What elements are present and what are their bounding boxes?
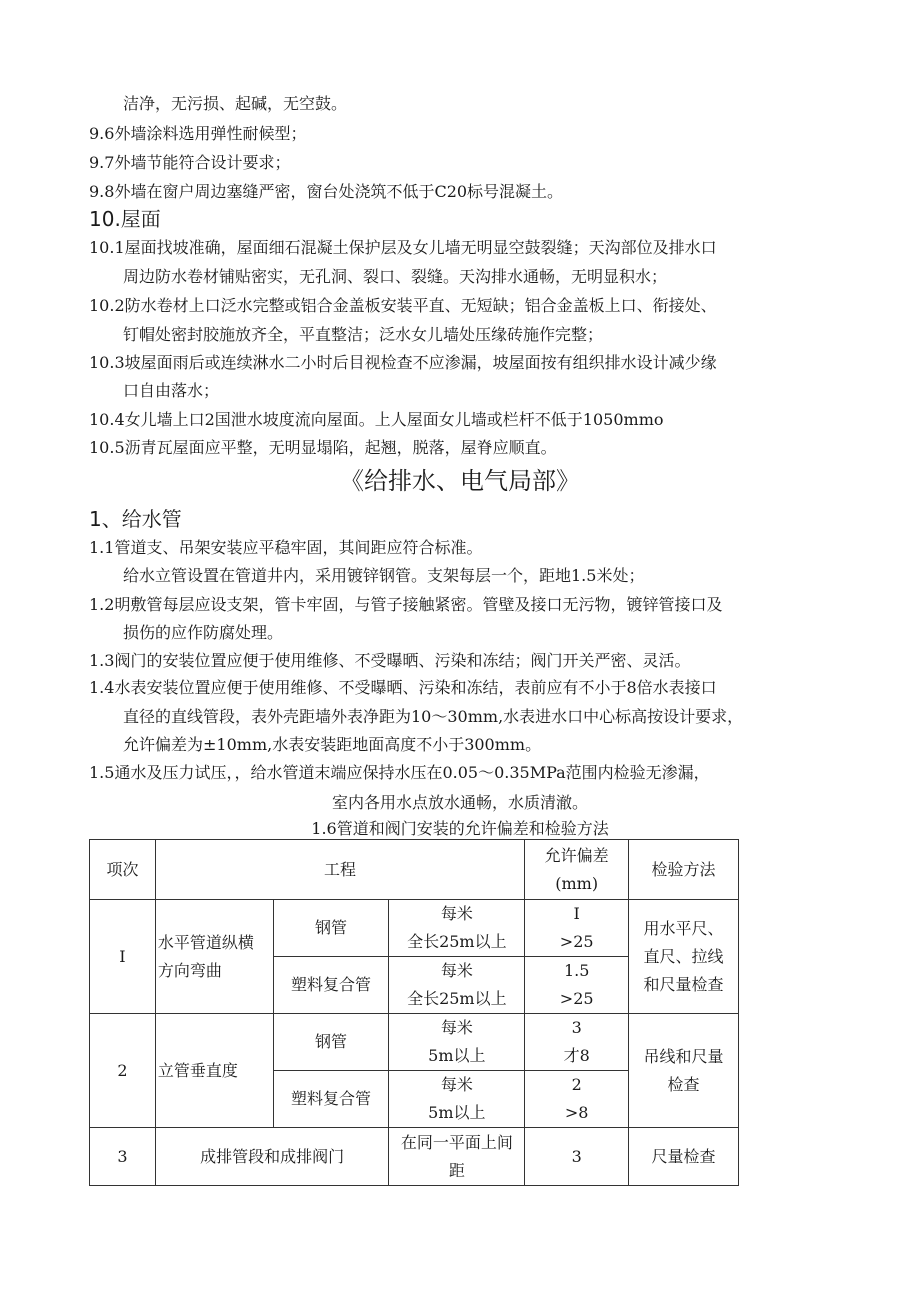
paragraph-line: 周边防水卷材铺贴密实，无孔洞、裂口、裂缝。天沟排水通畅，无明显积水； bbox=[123, 267, 668, 286]
paragraph-line: 损伤的应作防腐处理。 bbox=[123, 623, 284, 642]
header-tolerance: 允许偏差 (mm) bbox=[525, 840, 629, 900]
paragraph-line: 10.3坡屋面雨后或连续淋水二小时后目视检查不应渗漏，坡屋面按有组织排水设计减少缘 bbox=[89, 353, 717, 372]
tolerance-table bbox=[89, 839, 739, 1186]
paragraph-line: 1.1管道支、吊架安装应平稳牢固，其间距应符合标准。 bbox=[89, 538, 483, 557]
row3-name: 成排管段和成排阀门 bbox=[155, 1128, 389, 1186]
paragraph-line: 9.7外墙节能符合设计要求； bbox=[89, 153, 291, 172]
row2-steel-measure: 每米 5m以上 bbox=[389, 1014, 525, 1071]
table-row bbox=[90, 1014, 739, 1071]
row1-plastic: 塑料复合管 bbox=[273, 957, 389, 1014]
paragraph-line: 10.1屋面找坡准确，屋面细石混凝土保护层及女儿墙无明显空鼓裂缝；天沟部位及排水口 bbox=[89, 238, 717, 257]
paragraph-line: 9.6外墙涂料选用弹性耐候型； bbox=[89, 124, 307, 143]
paragraph-line: 10.4女儿墙上口2国泄水坡度流向屋面。上人屋面女儿墙或栏杆不低于1050mmo bbox=[89, 410, 664, 429]
row2-steel: 钢管 bbox=[273, 1014, 389, 1071]
row2-plastic-value: 2 >8 bbox=[525, 1071, 629, 1128]
table-row bbox=[90, 900, 739, 957]
row2-method: 吊线和尺量 检查 bbox=[629, 1014, 739, 1128]
paragraph-line: 给水立管设置在管道井内，采用镀锌钢管。支架每层一个，距地1.5米处； bbox=[123, 566, 645, 585]
header-method: 检验方法 bbox=[629, 840, 739, 900]
table-header-row bbox=[90, 840, 739, 900]
paragraph-line: 直径的直线管段，表外壳距墙外表净距为10～30mm,水表进水口中心标高按设计要求， bbox=[123, 707, 744, 726]
section-heading-roof: 10.屋面 bbox=[89, 207, 161, 231]
row1-plastic-measure: 每米 全长25m以上 bbox=[389, 957, 525, 1014]
paragraph-line: 10.2防水卷材上口泛水完整或铝合金盖板安装平直、无短缺；铝合金盖板上口、衔接处、 bbox=[89, 296, 717, 315]
section-title: 《给排水、电气局部》 bbox=[340, 467, 580, 495]
paragraph-line: 1.4水表安装位置应便于使用维修、不受曝晒、污染和冻结，表前应有不小于8倍水表接口 bbox=[89, 678, 717, 697]
row3-no: 3 bbox=[90, 1128, 156, 1186]
row2-name: 立管垂直度 bbox=[155, 1014, 273, 1128]
header-item: 工程 bbox=[155, 840, 524, 900]
paragraph-line: 洁净，无污损、起碱，无空鼓。 bbox=[123, 94, 348, 113]
paragraph-line: 钉帽处密封胶施放齐全，平直整洁；泛水女儿墙处压缘砖施作完整； bbox=[123, 325, 604, 344]
paragraph-line: 口自由落水； bbox=[123, 381, 220, 400]
section-heading-water-pipe: 1、给水管 bbox=[89, 507, 182, 531]
row1-name: 水平管道纵横 方向弯曲 bbox=[155, 900, 273, 1014]
paragraph-line: 1.5通水及压力试压，，给水管道末端应保持水压在0.05～0.35MPa范围内检验无渗漏， bbox=[89, 763, 710, 782]
paragraph-line: 1.3阀门的安装位置应便于使用维修、不受曝晒、污染和冻结；阀门开关严密、灵活。 bbox=[89, 651, 691, 670]
row1-steel-value: I >25 bbox=[525, 900, 629, 957]
table-row bbox=[90, 1128, 739, 1186]
paragraph-line: 9.8外墙在窗户周边塞缝严密，窗台处浇筑不低于C20标号混凝土。 bbox=[89, 182, 564, 201]
paragraph-line: 室内各用水点放水通畅，水质清澈。 bbox=[331, 793, 588, 812]
paragraph-line: 1.2明敷管每层应设支架，管卡牢固，与管子接触紧密。管壁及接口无污物，镀锌管接口及 bbox=[89, 595, 723, 614]
row3-measure: 在同一平面上间 距 bbox=[389, 1128, 525, 1186]
row1-steel-measure: 每米 全长25m以上 bbox=[389, 900, 525, 957]
row2-steel-value: 3 才8 bbox=[525, 1014, 629, 1071]
row1-method: 用水平尺、 直尺、拉线 和尺量检查 bbox=[629, 900, 739, 1014]
row1-steel: 钢管 bbox=[273, 900, 389, 957]
row2-plastic: 塑料复合管 bbox=[273, 1071, 389, 1128]
row2-plastic-measure: 每米 5m以上 bbox=[389, 1071, 525, 1128]
row1-no: I bbox=[90, 900, 156, 1014]
row2-no: 2 bbox=[90, 1014, 156, 1128]
header-no: 项次 bbox=[90, 840, 156, 900]
row1-plastic-value: 1.5 >25 bbox=[525, 957, 629, 1014]
table-caption: 1.6管道和阀门安装的允许偏差和检验方法 bbox=[311, 819, 609, 838]
row3-method: 尺量检查 bbox=[629, 1128, 739, 1186]
row3-value: 3 bbox=[525, 1128, 629, 1186]
paragraph-line: 10.5沥青瓦屋面应平整，无明显塌陷，起翘，脱落，屋脊应顺直。 bbox=[89, 438, 557, 457]
paragraph-line: 允许偏差为±10mm,水表安装距地面高度不小于300mm。 bbox=[123, 735, 542, 754]
